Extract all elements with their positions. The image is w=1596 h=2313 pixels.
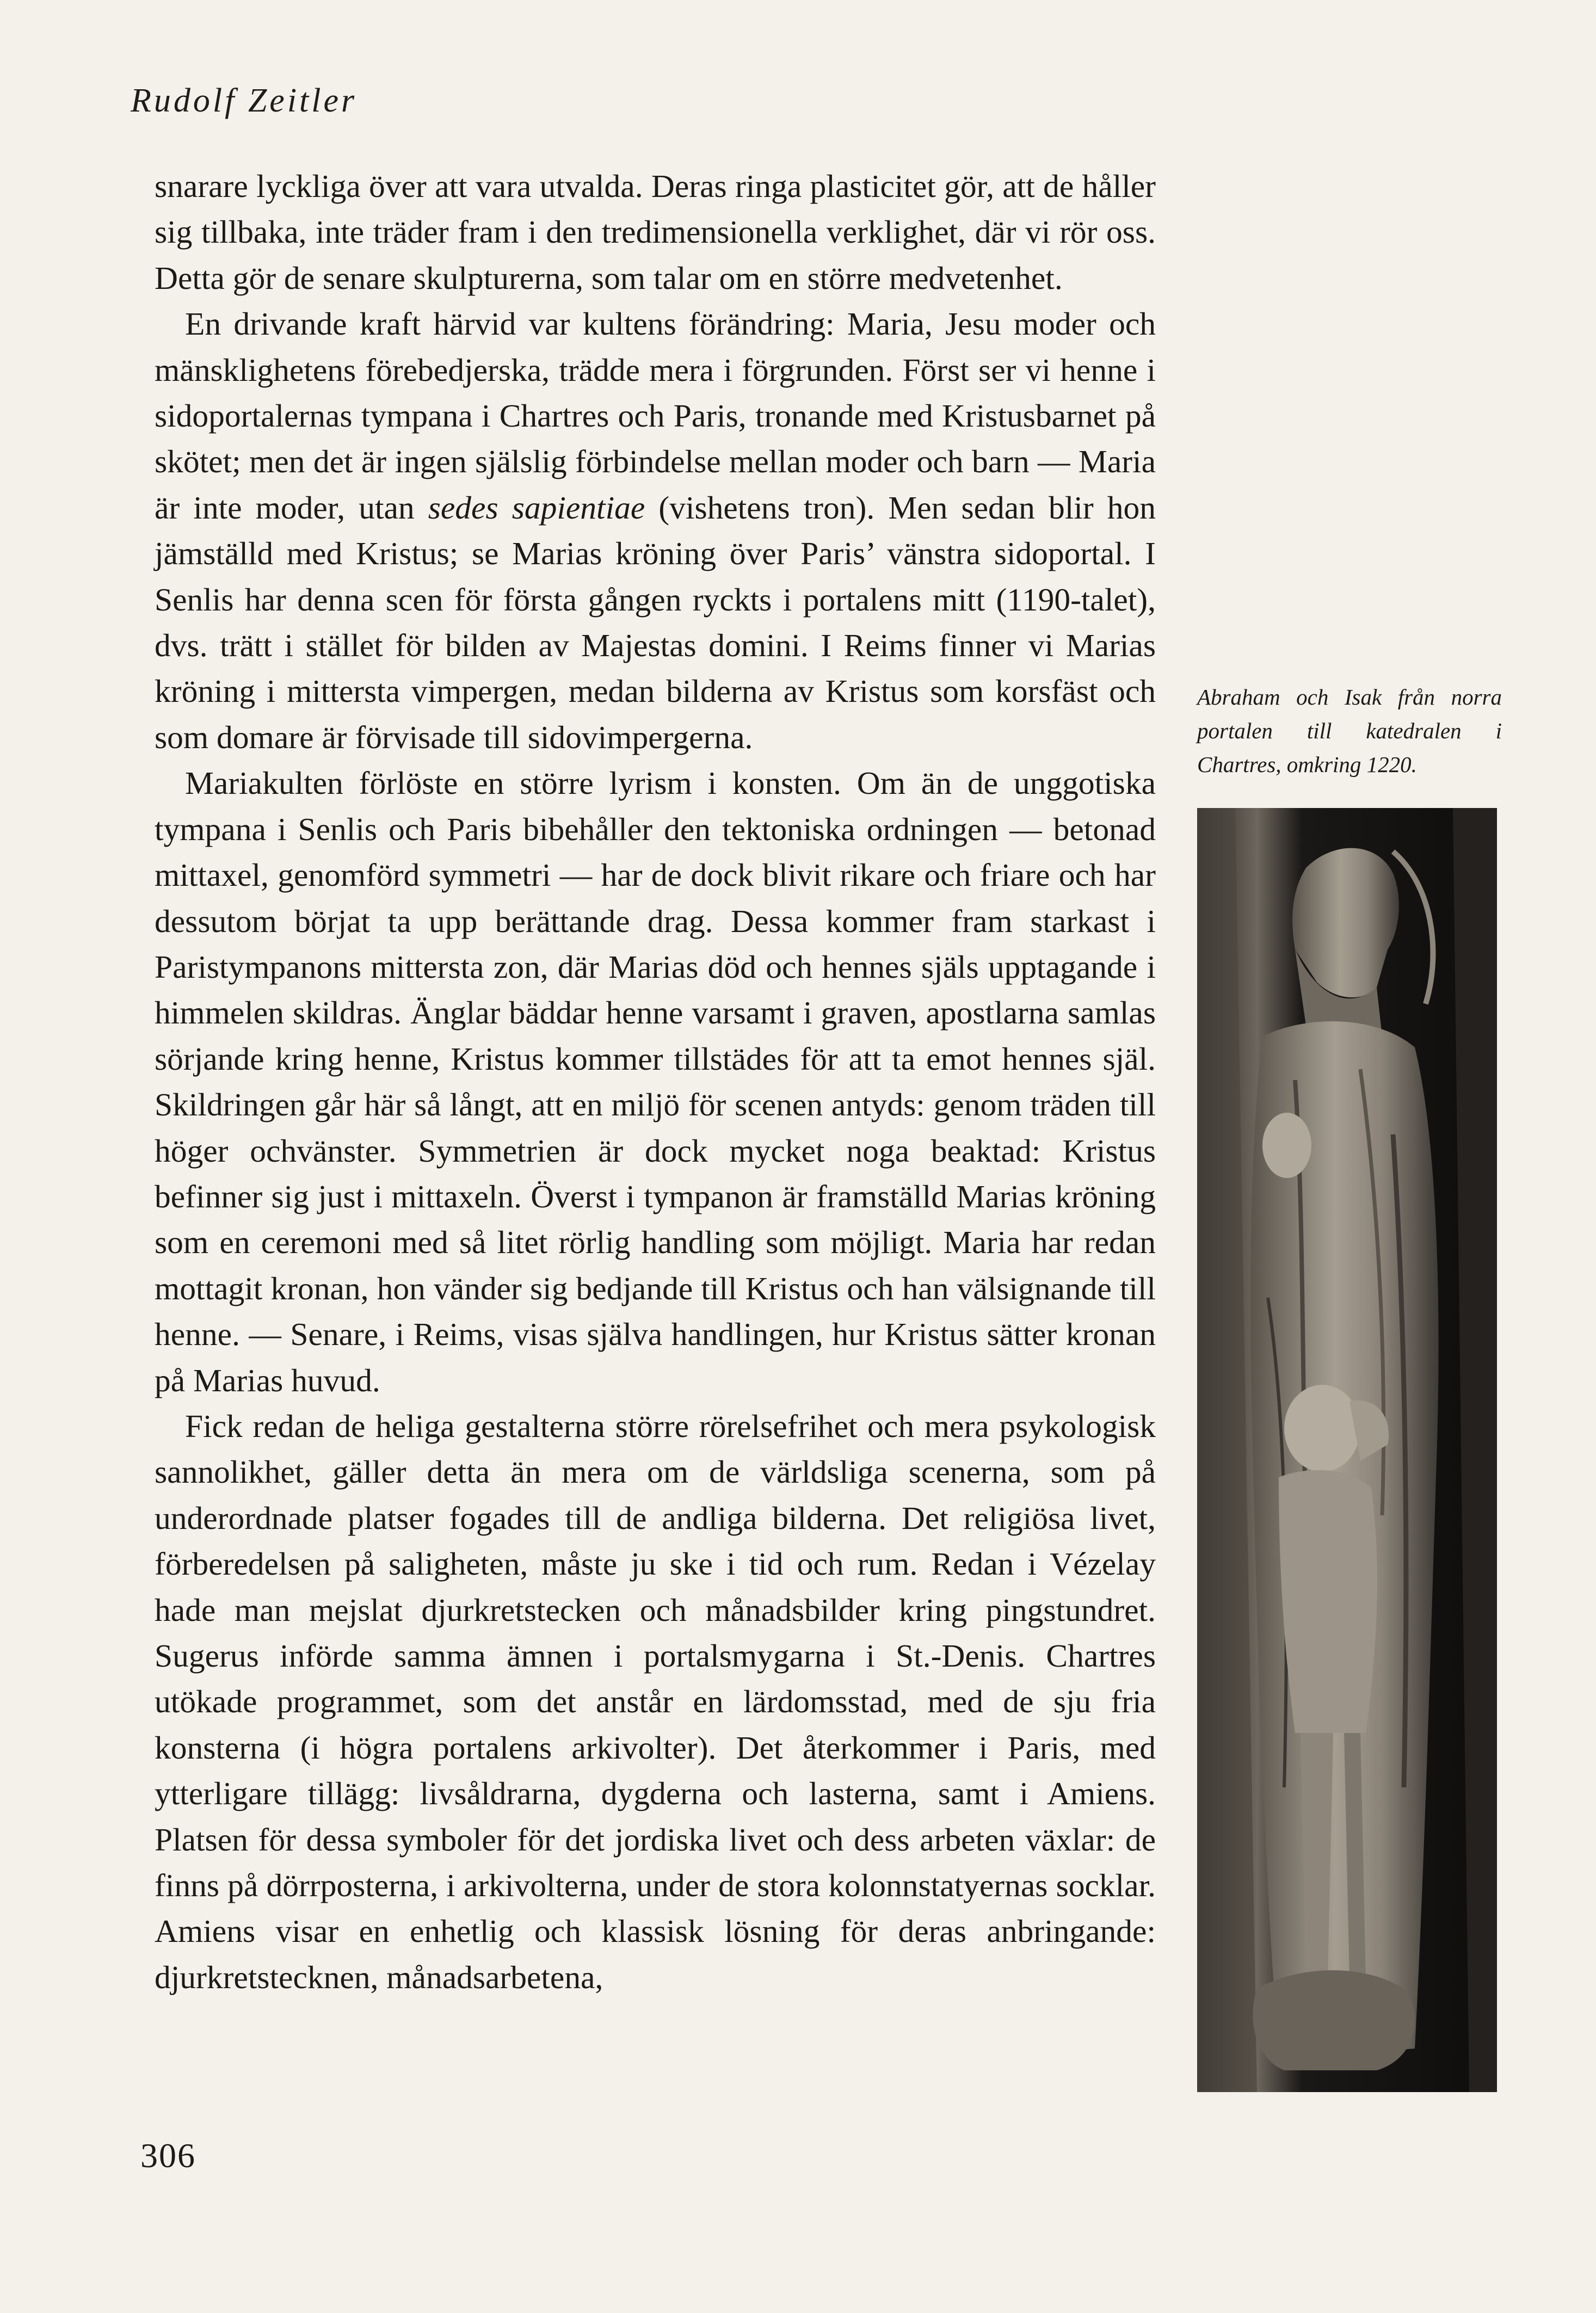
- sculpture-image: [1197, 808, 1497, 2092]
- body-paragraph: [155, 1403, 1156, 2000]
- page-number: 306: [140, 2136, 196, 2175]
- text-run: (vishetens tron). Men sedan blir hon jämställd med Kristus; se Marias kröning över Paris’ vänstra sidoportal. I Senlis har denna scen för första gången ryckts i portalens mitt (1190-talet), dvs. trätt i stället för bilden av Majestas domini. I Reims finner vi Marias kröning i mittersta vimpergen, medan bilderna av Kristus som korsfäst och som domare är förvisade till sidovimpergerna.: [155, 489, 1156, 755]
- italic-phrase: sedes sapientiae: [428, 489, 645, 526]
- body-paragraph: [155, 760, 1156, 1403]
- text-run: snarare lyckliga över att vara utvalda. Deras ringa plasticitet gör, att de håller sig tillbaka, inte träder fram i den tredimensionella verklighet, där vi rör oss. Detta gör de senare skulpturerna, som talar om en större medvetenhet.: [155, 168, 1156, 296]
- body-paragraph: [155, 163, 1156, 301]
- body-text: [155, 163, 1156, 2000]
- running-head: Rudolf Zeitler: [131, 82, 358, 119]
- text-run: Mariakulten förlöste en större lyrism i konsten. Om än de unggotiska tympana i Senlis och Paris bibehåller den tektoniska ordningen — betonad mittaxel, genomförd symmetri — har de dock blivit rikare och friare och har dessutom börjat ta upp berättande drag. Dessa kommer fram starkast i Paristympanons mittersta zon, där Marias död och hennes själs upptagande i himmelen skildras. Änglar bäddar henne varsamt i graven, apostlarna samlas sörjande kring henne, Kristus kommer tillstädes för att ta emot hennes själ. Skildringen går här så långt, att en miljö för scenen antyds: genom träden till höger ochvänster. Symmetrien är dock mycket noga beaktad: Kristus befinner sig just i mittaxeln. Överst i tympanon är framställd Marias kröning som en ceremoni med så litet rörlig handling som möjligt. Maria har redan mottagit kronan, hon vänder sig bedjande till Kristus och han välsignande till henne. — Senare, i Reims, visas själva handlingen, hur Kristus sätter kronan på Marias huvud.: [155, 765, 1156, 1398]
- text-run: Fick redan de heliga gestalterna större rörelsefrihet och mera psykologisk sannolikhet, gäller detta än mera om de världsliga scenerna, som på underordnade platser fogades till de andliga bilderna. Det religiösa livet, förberedelsen på saligheten, måste ju ske i tid och rum. Redan i Vézelay hade man mejslat djurkretstecken och månadsbilder kring pingstundret. Sugerus införde samma ämnen i portalsmygarna i St.-Denis. Chartres utökade programmet, som det anstår en lärdomsstad, med de sju fria konsterna (i högra portalens arkivolter). Det återkommer i Paris, med ytterligare tillägg: livsåldrarna, dygderna och lasterna, samt i Amiens. Platsen för dessa symboler för det jordiska livet och dess arbeten växlar: de finns på dörrposterna, i arkivolterna, under de stora kolonnstatyernas socklar. Amiens visar en enhetlig och klassisk lösning för deras anbringande: djurkretstecknen, månadsarbetena,: [155, 1408, 1156, 1995]
- text-run: En drivande kraft härvid var kultens förändring: Maria, Jesu moder och mänsklighetens förebedjerska, trädde mera i förgrunden. Först ser vi henne i sidoportalernas tympana i Chartres och Paris, tronande med Kristusbarnet på skötet; men det är ingen själslig förbindelse mellan moder och barn — Maria är inte moder, utan: [155, 306, 1156, 526]
- body-paragraph: [155, 301, 1156, 760]
- figure-caption: Abraham och Isak från norra portalen till katedralen i Chartres, omkring 1220.: [1197, 684, 1502, 777]
- sculpture-photograph: [1197, 808, 1497, 2092]
